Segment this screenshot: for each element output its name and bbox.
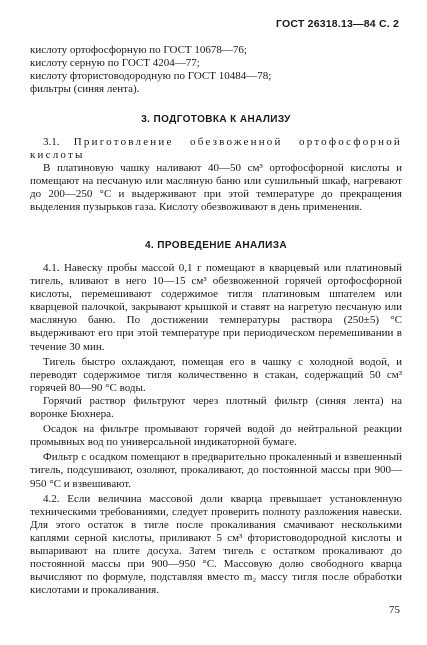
paragraph-number: 3.1. xyxy=(43,136,60,148)
paragraph-3-1-text: В платиновую чашку наливают 40—50 см³ ортофосфорной кислоты и помещают на песчаную или масляную баню или сушильный шкаф, нагревают до 200—250 °С и выдерживают при этой температуре до прекращения выделения пузырьков газа. Кислоту обезвоживают в день применения. xyxy=(30,162,402,214)
paragraph-title: Приготовление обезвоженной ортофосфорной кислоты xyxy=(30,136,402,162)
paragraph-4-2: 4.2. Если величина массовой доли кварца превышает установленную техническими требованиями, следует проверить полноту разложения навески. Для этого остаток в тигле после прокаливания смачивают несколькими каплями серной кислоты, приливают 5 см³ фтористоводородной кислоты и выпаривают на плите досуха. Затем тигель с остатком прокаливают до постоянной массы при 900—950 °С. Массовую долю свободного кварца вычисляют по формуле, подставляя вместо m₂ массу тигля после обработки кислотами и прокаливания. xyxy=(30,492,402,597)
section-4-heading: 4. ПРОВЕДЕНИЕ АНАЛИЗА xyxy=(144,240,288,251)
section-4-body xyxy=(30,262,402,597)
paragraph-4-1-b: Тигель быстро охлаждают, помещая его в чашку с холодной водой, и переводят содержимое тигля количественно в стакан, содержащий 50 см³ горячей 80—90 °С воды. xyxy=(30,355,402,394)
reagent-item: фильтры (синяя лента). xyxy=(30,83,140,96)
reagent-list xyxy=(30,44,402,96)
section-3-body xyxy=(30,136,402,215)
reagent-item: кислоту фтористоводородную по ГОСТ 10484—78; xyxy=(30,70,272,83)
page-header: ГОСТ 26318.13—84 С. 2 xyxy=(276,18,399,30)
paragraph-4-1: 4.1. Навеску пробы массой 0,1 г помещают в кварцевый или платиновый тигель, вливают в него 10—15 см³ обезвоженной горячей ортофосфорной кислоты, перемешивают содержимое тигля платиновым шпателем или кварцевой палочкой, закрывают крышкой и ставят на нагретую песчаную или масляную баню. По достижении температуры раствора (250±5) °С выдерживают его при этой температуре при периодическом перемешивании в течение 30 мин. xyxy=(30,262,402,353)
paragraph-4-1-d: Осадок на фильтре промывают горячей водой до нейтральной реакции промывных вод по универсальной индикаторной бумаге. xyxy=(30,423,402,449)
section-3-heading: 3. ПОДГОТОВКА К АНАЛИЗУ xyxy=(141,114,291,125)
paragraph-4-1-e: Фильтр с осадком помещают в предварительно прокаленный и взвешенный тигель, подсушивают, озоляют, прокаливают, до постоянной массы при 900—950 °С и взвешивают. xyxy=(30,451,402,490)
paragraph-4-1-c: Горячий раствор фильтруют через плотный фильтр (синяя лента) на воронке Бюхнера. xyxy=(30,394,402,421)
reagent-item: кислоту серную по ГОСТ 4204—77; xyxy=(30,57,200,70)
paragraph-3-1-title xyxy=(30,136,402,162)
page-number: 75 xyxy=(389,604,400,616)
reagent-item: кислоту ортофосфорную по ГОСТ 10678—76; xyxy=(30,44,247,56)
